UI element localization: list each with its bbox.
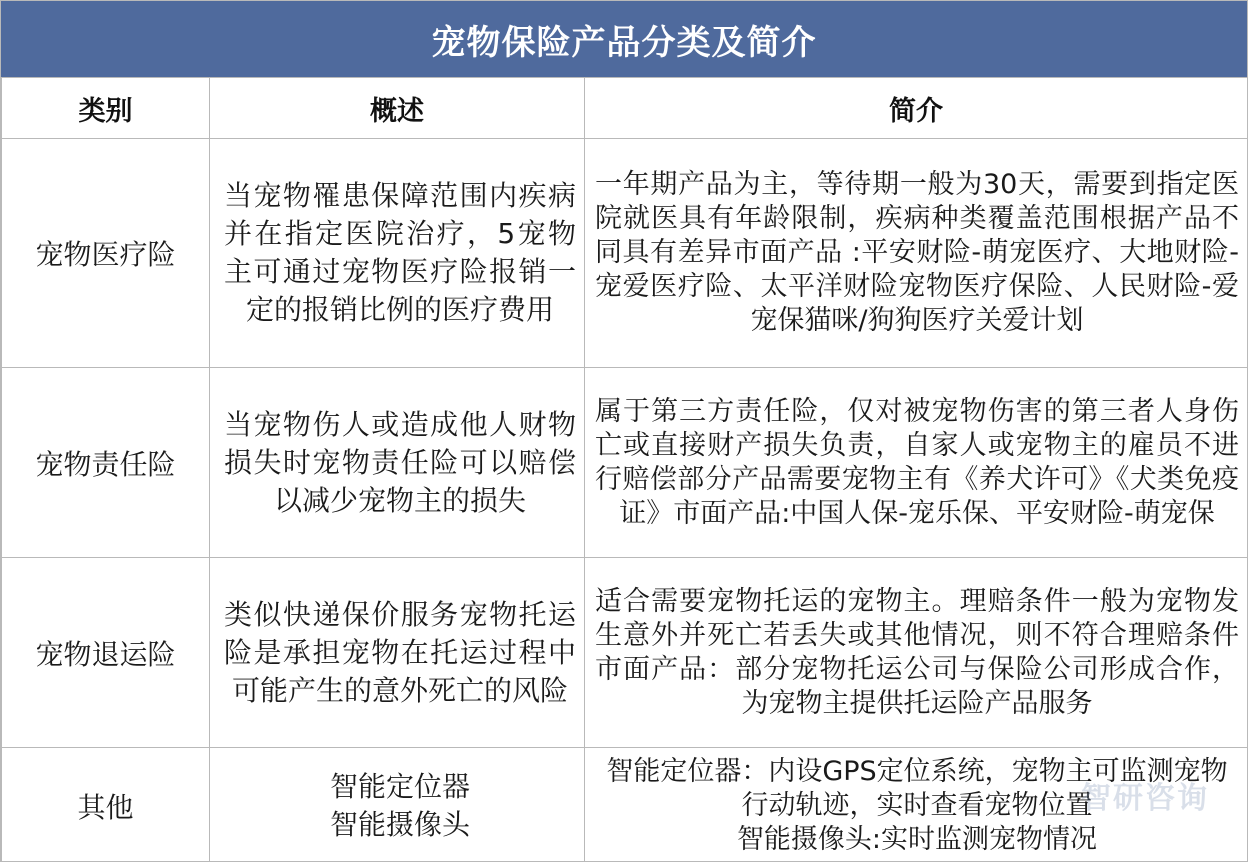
intro-line: 智能摄像头:实时监测宠物情况 [736, 824, 1098, 855]
intro-text [585, 755, 1247, 857]
overview-line: 智能定位器 [329, 770, 470, 803]
watermark: 智研咨询 [1081, 781, 1209, 816]
header-row [2, 78, 1248, 139]
overview-text: 当宠物伤人或造成他人财物损失时宠物责任险可以赔偿以减少宠物主的损失 [224, 407, 576, 517]
intro-cell [585, 558, 1248, 748]
header-category: 类别 [2, 78, 210, 139]
intro-text: 适合需要宠物托运的宠物主。理赔条件一般为宠物发生意外并死亡若丢失或其他情况，则不符合理赔条件市面产品：部分宠物托运公司与保险公司形成合作，为宠物主提供托运险产品服务 [595, 585, 1239, 719]
intro-cell [585, 139, 1248, 368]
table-row [2, 748, 1248, 862]
overview-text: 当宠物罹患保障范围内疾病并在指定医院治疗，5宠物主可通过宠物医疗险报销一定的报销比例的医疗费用 [224, 179, 576, 326]
overview-cell [210, 368, 585, 558]
category-cell: 宠物责任险 [2, 368, 210, 558]
table-row [2, 558, 1248, 748]
intro-text: 属于第三方责任险，仅对被宠物伤害的第三者人身伤亡或直接财产损失负责，自家人或宠物主的雇员不进行赔偿部分产品需要宠物主有《养犬许可》《犬类免疫证》市面产品:中国人保-宠乐保、平安财险-萌宠保 [595, 395, 1239, 529]
header-overview: 概述 [210, 78, 585, 139]
category-cell: 宠物退运险 [2, 558, 210, 748]
insurance-table [1, 77, 1248, 862]
intro-text: 一年期产品为主，等待期一般为30天，需要到指定医院就医具有年龄限制，疾病种类覆盖范围根据产品不同具有差异市面产品 :平安财险-萌宠医疗、大地财险-宠爱医疗险、太平洋财险宠物医疗保险、人民财险-爱宠保猫咪/狗狗医疗关爱计划 [595, 169, 1239, 336]
category-cell: 宠物医疗险 [2, 139, 210, 368]
overview-line: 智能摄像头 [329, 808, 470, 841]
table-title: 宠物保险产品分类及简介 [1, 1, 1247, 77]
overview-cell [210, 558, 585, 748]
overview-text: 类似快递保价服务宠物托运险是承担宠物在托运过程中可能产生的意外死亡的风险 [224, 597, 576, 707]
intro-cell [585, 748, 1248, 862]
intro-cell [585, 368, 1248, 558]
overview-text [210, 768, 584, 844]
table-row [2, 139, 1248, 368]
table-row [2, 368, 1248, 558]
header-intro: 简介 [585, 78, 1248, 139]
category-cell: 其他 [2, 748, 210, 862]
overview-cell [210, 139, 585, 368]
intro-line: 智能定位器：内设GPS定位系统，宠物主可监测宠物行动轨迹，实时查看宠物位置 [606, 756, 1228, 821]
overview-cell [210, 748, 585, 862]
